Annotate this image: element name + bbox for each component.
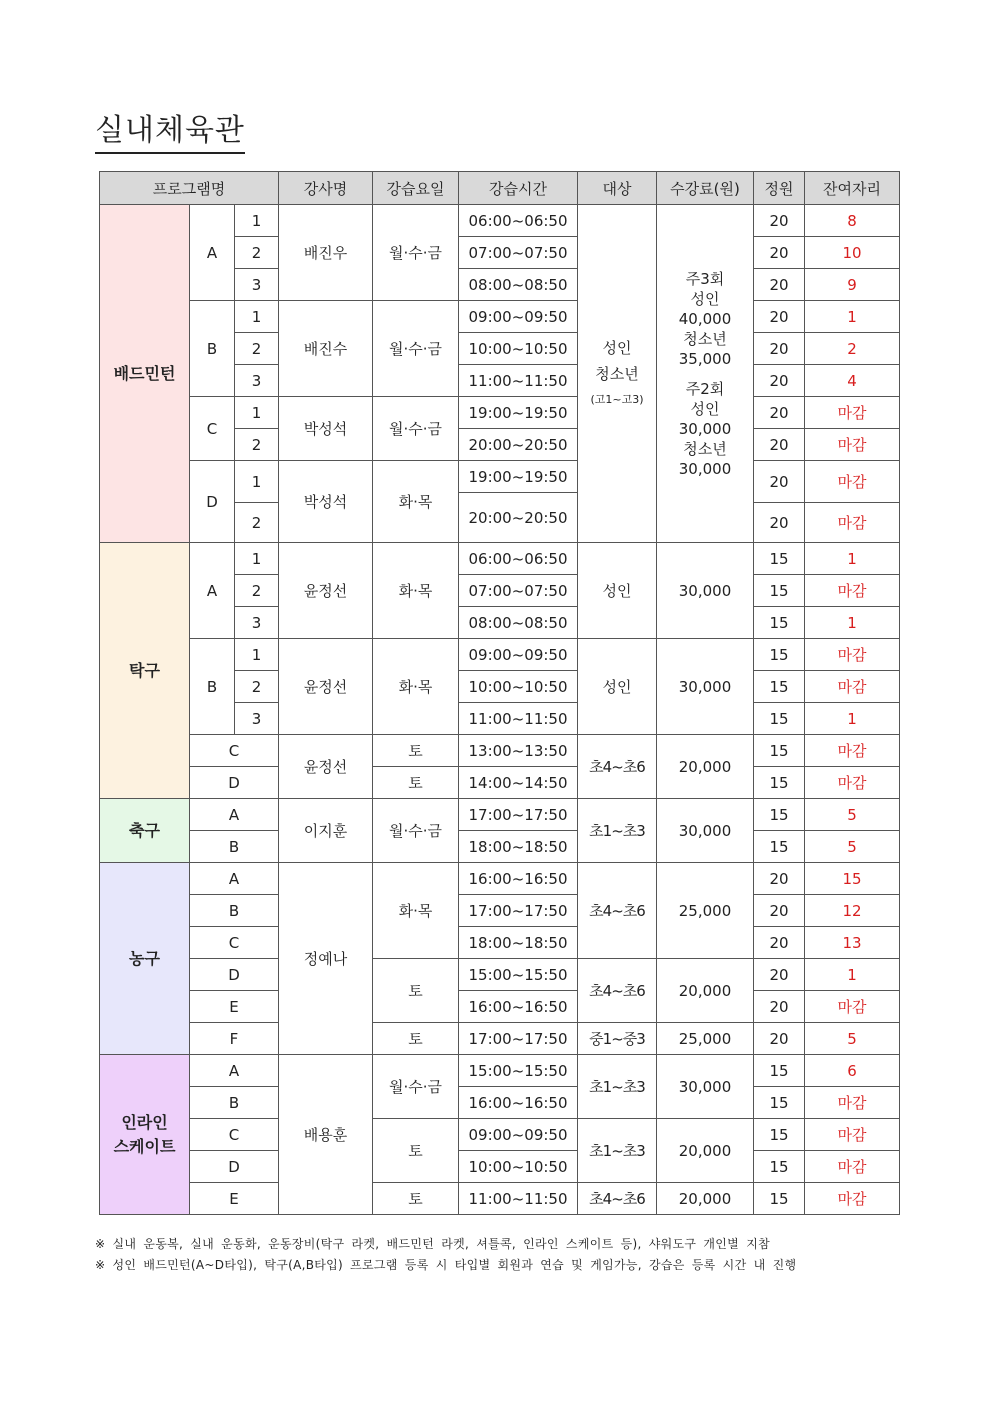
group-label: B xyxy=(190,831,279,863)
fee-line: 성인 xyxy=(690,289,720,308)
time: 15:00~15:50 xyxy=(459,1055,578,1087)
program-football: 축구 xyxy=(100,799,190,863)
capacity: 20 xyxy=(754,927,805,959)
fee xyxy=(657,205,754,543)
fee: 25,000 xyxy=(657,1023,754,1055)
remaining: 마감 xyxy=(805,1087,900,1119)
time: 17:00~17:50 xyxy=(459,1023,578,1055)
table-row xyxy=(100,397,900,429)
fee-line: 주3회 xyxy=(685,269,725,288)
program-inline-skate xyxy=(100,1055,190,1215)
capacity: 15 xyxy=(754,767,805,799)
time: 09:00~09:50 xyxy=(459,639,578,671)
capacity: 15 xyxy=(754,1055,805,1087)
remaining: 8 xyxy=(805,205,900,237)
target: 성인 xyxy=(578,639,657,735)
target-line: 성인 xyxy=(602,338,632,357)
program-name-line: 인라인 xyxy=(121,1112,168,1132)
group-label: C xyxy=(190,1119,279,1151)
table-row xyxy=(100,205,900,237)
remaining: 9 xyxy=(805,269,900,301)
days: 토 xyxy=(373,1023,459,1055)
target: 초4~초6 xyxy=(578,959,657,1023)
remaining: 5 xyxy=(805,831,900,863)
group-label: B xyxy=(190,1087,279,1119)
remaining: 마감 xyxy=(805,1183,900,1215)
fee-line: 30,000 xyxy=(678,419,732,438)
days: 토 xyxy=(373,1119,459,1183)
schedule-table xyxy=(99,171,900,1215)
capacity: 20 xyxy=(754,237,805,269)
capacity: 20 xyxy=(754,991,805,1023)
capacity: 20 xyxy=(754,429,805,461)
remaining: 마감 xyxy=(805,1119,900,1151)
remaining: 1 xyxy=(805,703,900,735)
capacity: 15 xyxy=(754,607,805,639)
days: 화·목 xyxy=(373,461,459,543)
remaining: 2 xyxy=(805,333,900,365)
days: 월·수·금 xyxy=(373,205,459,301)
time: 10:00~10:50 xyxy=(459,671,578,703)
fee-line: 35,000 xyxy=(678,349,732,368)
remaining: 5 xyxy=(805,799,900,831)
session-number: 1 xyxy=(235,543,279,575)
fee-line: 40,000 xyxy=(678,309,732,328)
remaining: 1 xyxy=(805,543,900,575)
group-label: E xyxy=(190,1183,279,1215)
time: 11:00~11:50 xyxy=(459,365,578,397)
target: 초4~초6 xyxy=(578,735,657,799)
capacity: 15 xyxy=(754,831,805,863)
remaining: 마감 xyxy=(805,397,900,429)
remaining: 12 xyxy=(805,895,900,927)
capacity: 15 xyxy=(754,703,805,735)
days: 토 xyxy=(373,767,459,799)
time: 06:00~06:50 xyxy=(459,205,578,237)
table-row xyxy=(100,831,900,863)
capacity: 20 xyxy=(754,503,805,543)
capacity: 15 xyxy=(754,735,805,767)
time: 10:00~10:50 xyxy=(459,333,578,365)
time: 20:00~20:50 xyxy=(459,429,578,461)
group-label: D xyxy=(190,767,279,799)
table-row xyxy=(100,959,900,991)
program-basketball: 농구 xyxy=(100,863,190,1055)
capacity: 15 xyxy=(754,543,805,575)
capacity: 15 xyxy=(754,1119,805,1151)
days: 화·목 xyxy=(373,863,459,959)
target xyxy=(578,205,657,543)
instructor: 배용훈 xyxy=(279,1055,373,1215)
group-label: C xyxy=(190,397,235,461)
days: 월·수·금 xyxy=(373,301,459,397)
table-row xyxy=(100,991,900,1023)
group-label: D xyxy=(190,461,235,543)
header-days: 강습요일 xyxy=(373,172,459,205)
time: 16:00~16:50 xyxy=(459,991,578,1023)
remaining: 1 xyxy=(805,607,900,639)
remaining: 10 xyxy=(805,237,900,269)
instructor: 박성석 xyxy=(279,397,373,461)
program-badminton: 배드민턴 xyxy=(100,205,190,543)
instructor: 윤정선 xyxy=(279,735,373,799)
group-label: B xyxy=(190,639,235,735)
capacity: 20 xyxy=(754,205,805,237)
fee: 30,000 xyxy=(657,1055,754,1119)
note-line: ※ 성인 배드민턴(A~D타입), 탁구(A,B타입) 프로그램 등록 시 타입별 회원과 연습 및 게임가능, 강습은 등록 시간 내 진행 xyxy=(95,1258,797,1272)
capacity: 15 xyxy=(754,1087,805,1119)
group-label: A xyxy=(190,799,279,831)
table-row xyxy=(100,1055,900,1087)
header-instructor: 강사명 xyxy=(279,172,373,205)
capacity: 20 xyxy=(754,959,805,991)
capacity: 20 xyxy=(754,301,805,333)
session-number: 1 xyxy=(235,301,279,333)
fee: 25,000 xyxy=(657,863,754,959)
capacity: 15 xyxy=(754,575,805,607)
time: 19:00~19:50 xyxy=(459,397,578,429)
capacity: 20 xyxy=(754,895,805,927)
group-label: D xyxy=(190,959,279,991)
fee: 20,000 xyxy=(657,735,754,799)
time: 10:00~10:50 xyxy=(459,1151,578,1183)
capacity: 20 xyxy=(754,397,805,429)
group-label: B xyxy=(190,301,235,397)
table-row xyxy=(100,1119,900,1151)
table-row xyxy=(100,895,900,927)
session-number: 2 xyxy=(235,671,279,703)
fee-spacer xyxy=(657,369,753,379)
time: 15:00~15:50 xyxy=(459,959,578,991)
time: 08:00~08:50 xyxy=(459,607,578,639)
remaining: 마감 xyxy=(805,429,900,461)
fee: 30,000 xyxy=(657,543,754,639)
table-row xyxy=(100,1023,900,1055)
target-line: 청소년 xyxy=(595,364,639,383)
remaining: 마감 xyxy=(805,671,900,703)
target-line: (고1~고3) xyxy=(590,392,644,406)
remaining: 1 xyxy=(805,301,900,333)
fee-line: 청소년 xyxy=(683,439,727,458)
time: 20:00~20:50 xyxy=(459,493,578,543)
remaining: 6 xyxy=(805,1055,900,1087)
session-number: 1 xyxy=(235,397,279,429)
target: 초1~초3 xyxy=(578,799,657,863)
days: 화·목 xyxy=(373,543,459,639)
fee: 30,000 xyxy=(657,799,754,863)
capacity: 20 xyxy=(754,863,805,895)
header-program: 프로그램명 xyxy=(100,172,279,205)
session-number: 3 xyxy=(235,365,279,397)
session-number: 2 xyxy=(235,333,279,365)
fee-line: 주2회 xyxy=(685,379,725,398)
table-row xyxy=(100,461,900,493)
table-row xyxy=(100,927,900,959)
table-row xyxy=(100,543,900,575)
fee-line: 30,000 xyxy=(678,459,732,478)
time: 08:00~08:50 xyxy=(459,269,578,301)
remaining: 5 xyxy=(805,1023,900,1055)
remaining: 15 xyxy=(805,863,900,895)
header-remaining: 잔여자리 xyxy=(805,172,900,205)
session-number: 2 xyxy=(235,237,279,269)
session-number: 3 xyxy=(235,607,279,639)
days: 월·수·금 xyxy=(373,1055,459,1119)
days: 토 xyxy=(373,735,459,767)
instructor: 배진수 xyxy=(279,301,373,397)
remaining: 4 xyxy=(805,365,900,397)
group-label: B xyxy=(190,895,279,927)
table-row xyxy=(100,1183,900,1215)
group-label: A xyxy=(190,205,235,301)
days: 월·수·금 xyxy=(373,397,459,461)
session-number: 3 xyxy=(235,269,279,301)
capacity: 20 xyxy=(754,1023,805,1055)
fee: 30,000 xyxy=(657,639,754,735)
table-row xyxy=(100,735,900,767)
group-label: C xyxy=(190,735,279,767)
header-fee: 수강료(원) xyxy=(657,172,754,205)
group-label: A xyxy=(190,863,279,895)
instructor: 윤정선 xyxy=(279,543,373,639)
remaining: 1 xyxy=(805,959,900,991)
group-label: E xyxy=(190,991,279,1023)
session-number: 1 xyxy=(235,639,279,671)
fee: 20,000 xyxy=(657,1183,754,1215)
session-number: 3 xyxy=(235,703,279,735)
remaining: 마감 xyxy=(805,503,900,543)
remaining: 마감 xyxy=(805,461,900,503)
time: 17:00~17:50 xyxy=(459,799,578,831)
time: 11:00~11:50 xyxy=(459,1183,578,1215)
instructor: 정예나 xyxy=(279,863,373,1055)
time: 17:00~17:50 xyxy=(459,895,578,927)
time: 09:00~09:50 xyxy=(459,1119,578,1151)
fee-line: 청소년 xyxy=(683,329,727,348)
days: 토 xyxy=(373,959,459,1023)
session-number: 1 xyxy=(235,461,279,503)
note-line: ※ 실내 운동복, 실내 운동화, 운동장비(탁구 라켓, 배드민턴 라켓, 셔틀콕, 인라인 스케이트 등), 샤워도구 개인별 지참 xyxy=(95,1237,770,1251)
remaining: 13 xyxy=(805,927,900,959)
remaining: 마감 xyxy=(805,991,900,1023)
table-row xyxy=(100,863,900,895)
header-row xyxy=(100,172,900,205)
target: 초1~초3 xyxy=(578,1055,657,1119)
time: 16:00~16:50 xyxy=(459,1087,578,1119)
capacity: 15 xyxy=(754,671,805,703)
time: 18:00~18:50 xyxy=(459,927,578,959)
table-row xyxy=(100,1087,900,1119)
group-label: D xyxy=(190,1151,279,1183)
group-label: A xyxy=(190,543,235,639)
instructor: 윤정선 xyxy=(279,639,373,735)
capacity: 20 xyxy=(754,269,805,301)
time: 07:00~07:50 xyxy=(459,237,578,269)
target: 중1~중3 xyxy=(578,1023,657,1055)
remaining: 마감 xyxy=(805,735,900,767)
time: 19:00~19:50 xyxy=(459,461,578,493)
header-capacity: 정원 xyxy=(754,172,805,205)
group-label: C xyxy=(190,927,279,959)
fee: 20,000 xyxy=(657,1119,754,1183)
instructor: 박성석 xyxy=(279,461,373,543)
target: 초4~초6 xyxy=(578,863,657,959)
time: 06:00~06:50 xyxy=(459,543,578,575)
remaining: 마감 xyxy=(805,575,900,607)
target: 초4~초6 xyxy=(578,1183,657,1215)
capacity: 15 xyxy=(754,1151,805,1183)
days: 화·목 xyxy=(373,639,459,735)
days: 월·수·금 xyxy=(373,799,459,863)
session-number: 1 xyxy=(235,205,279,237)
remaining: 마감 xyxy=(805,639,900,671)
table-row xyxy=(100,639,900,671)
program-name-line: 스케이트 xyxy=(113,1136,176,1156)
time: 14:00~14:50 xyxy=(459,767,578,799)
capacity: 20 xyxy=(754,365,805,397)
capacity: 20 xyxy=(754,461,805,503)
instructor: 이지훈 xyxy=(279,799,373,863)
table-row xyxy=(100,799,900,831)
page-title: 실내체육관 xyxy=(95,112,245,154)
time: 09:00~09:50 xyxy=(459,301,578,333)
target: 성인 xyxy=(578,543,657,639)
program-tabletennis: 탁구 xyxy=(100,543,190,799)
session-number: 2 xyxy=(235,503,279,543)
group-label: F xyxy=(190,1023,279,1055)
time: 07:00~07:50 xyxy=(459,575,578,607)
group-label: A xyxy=(190,1055,279,1087)
header-time: 강습시간 xyxy=(459,172,578,205)
capacity: 15 xyxy=(754,799,805,831)
fee: 20,000 xyxy=(657,959,754,1023)
time: 16:00~16:50 xyxy=(459,863,578,895)
capacity: 15 xyxy=(754,1183,805,1215)
remaining: 마감 xyxy=(805,1151,900,1183)
table-row xyxy=(100,301,900,333)
instructor: 배진우 xyxy=(279,205,373,301)
days: 토 xyxy=(373,1183,459,1215)
remaining: 마감 xyxy=(805,767,900,799)
time: 13:00~13:50 xyxy=(459,735,578,767)
time: 11:00~11:50 xyxy=(459,703,578,735)
session-number: 2 xyxy=(235,429,279,461)
capacity: 15 xyxy=(754,639,805,671)
session-number: 2 xyxy=(235,575,279,607)
capacity: 20 xyxy=(754,333,805,365)
fee-line: 성인 xyxy=(690,399,720,418)
time: 18:00~18:50 xyxy=(459,831,578,863)
table-row xyxy=(100,767,900,799)
target: 초1~초3 xyxy=(578,1119,657,1183)
header-target: 대상 xyxy=(578,172,657,205)
table-row xyxy=(100,1151,900,1183)
